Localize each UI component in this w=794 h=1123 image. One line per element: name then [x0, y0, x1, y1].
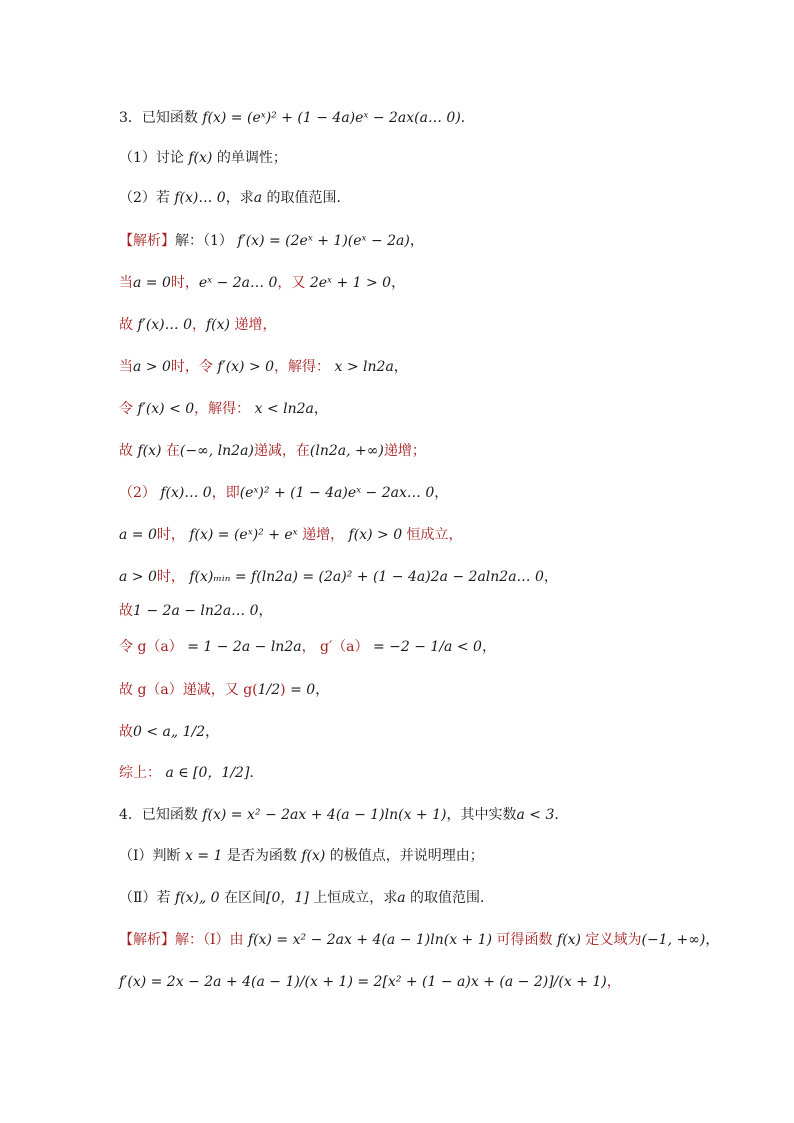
math-expression: x < ln2a [250, 401, 314, 417]
math-expression: f(x) = (eˣ)² + (1 − 4a)eˣ − 2ax(a… 0) [202, 110, 461, 126]
text-segment: 可得函数 [492, 932, 558, 948]
text-segment: ， [205, 724, 220, 740]
math-expression: = −2 − 1/a < 0 [368, 639, 482, 655]
text-segment: ， [258, 603, 273, 619]
text-segment: ， [409, 233, 424, 249]
text-line [119, 108, 475, 128]
math-expression: f(x)… 0 [160, 485, 212, 501]
math-expression: eˣ − 2a… 0 [198, 275, 278, 291]
math-expression: f(x) [188, 150, 213, 166]
math-expression: f′(x) = 2x − 2a + 4(a − 1)/(x + 1) = 2[x² + (1 − a)x + (a − 2)]/(x + 1) [119, 974, 607, 990]
math-expression: f′(x) > 0 [217, 359, 275, 375]
text-segment: ． [554, 807, 569, 823]
math-expression: x = 1 [184, 848, 223, 864]
text-segment: 在区间 [219, 890, 267, 906]
math-expression: f(x) [301, 848, 326, 864]
text-segment: 上恒成立，求 [308, 890, 398, 906]
text-segment: 令 [119, 401, 138, 417]
text-segment: ， [606, 974, 621, 990]
text-segment: 4．已知函数 [119, 807, 203, 823]
text-segment: （1）讨论 [119, 150, 189, 166]
text-segment: ． [249, 765, 264, 781]
math-expression: f′(x) < 0 [137, 401, 195, 417]
text-segment: ， [393, 359, 408, 375]
math-expression: 2eˣ + 1 > 0 [305, 275, 392, 291]
text-segment: 定义域为 [581, 932, 642, 948]
text-segment: 故 [119, 724, 133, 740]
math-expression: x > ln2a [330, 359, 394, 375]
math-expression: f(x)… 0 [174, 190, 226, 206]
text-segment: （2）若 [119, 190, 175, 206]
text-segment: 时， [170, 275, 199, 291]
text-line [119, 315, 276, 335]
math-expression: f(x) = x² − 2ax + 4(a − 1)ln(x + 1) [202, 807, 447, 823]
text-segment: 时， [156, 569, 185, 585]
text-segment: ，解得： [274, 359, 331, 375]
text-line [119, 273, 405, 293]
math-expression: f(x) [206, 317, 231, 333]
text-line [119, 525, 463, 545]
text-line [119, 148, 287, 168]
text-line [119, 441, 426, 461]
math-expression: f(x) [557, 932, 582, 948]
text-segment: ， [315, 682, 330, 698]
text-segment: 的单调性； [212, 150, 287, 166]
text-segment: 解：（Ⅰ）由 [175, 932, 248, 948]
math-expression: [0，1] [266, 890, 309, 906]
text-segment: ． [460, 110, 475, 126]
text-segment: 3．已知函数 [119, 110, 203, 126]
text-segment: ，求 [225, 190, 254, 206]
text-segment: 当 [119, 359, 133, 375]
text-segment: 的取值范围． [405, 890, 495, 906]
text-segment: 综上： [119, 765, 161, 781]
text-line [119, 567, 558, 587]
math-expression: (−∞, ln2a) [179, 443, 254, 459]
text-segment: 恒成立， [402, 527, 463, 543]
text-line [119, 805, 568, 825]
text-segment: 递增； [383, 443, 426, 459]
text-segment: ， [192, 317, 206, 333]
text-segment: ， [313, 401, 328, 417]
text-segment: ，解得： [194, 401, 251, 417]
math-expression: f′(x)… 0 [137, 317, 192, 333]
math-expression: (ln2a, +∞) [309, 443, 384, 459]
text-segment: ， [543, 569, 558, 585]
text-segment: 的极值点，并说明理由； [325, 848, 484, 864]
text-line [119, 888, 494, 908]
math-expression: a = 0 [133, 275, 171, 291]
math-expression: (−1, +∞) [641, 932, 706, 948]
text-segment: 当 [119, 275, 133, 291]
text-segment: 递减，在 [253, 443, 310, 459]
text-segment: 故 [119, 443, 138, 459]
text-segment: 故 g（a）递减，又 g( [119, 682, 258, 698]
math-expression: f(x) > 0 [344, 527, 403, 543]
text-segment: 令 g（a） [119, 639, 183, 655]
math-expression: a < 3 [516, 807, 555, 823]
math-expression: 1 − 2a − ln2a… 0 [133, 603, 259, 619]
text-segment: （2） [119, 485, 161, 501]
math-expression: f′(x) = (2eˣ + 1)(eˣ − 2a) [237, 233, 410, 249]
math-expression: f(x) = x² − 2ax + 4(a − 1)ln(x + 1) [247, 932, 493, 948]
text-segment: 的取值范围． [262, 190, 351, 206]
math-expression: f(x) [137, 443, 162, 459]
text-line [119, 483, 448, 503]
text-line [119, 188, 351, 208]
text-line [119, 357, 408, 377]
text-segment: 故 [119, 603, 133, 619]
text-segment: 解：（1） [175, 233, 238, 249]
text-segment: 时，令 [170, 359, 218, 375]
text-segment: 递增， [297, 527, 345, 543]
text-line [119, 930, 719, 950]
math-expression: f(x) = (eˣ)² + eˣ [184, 527, 298, 543]
text-segment: 递增， [230, 317, 277, 333]
math-expression: (eˣ)² + (1 − 4a)eˣ − 2ax… 0 [239, 485, 435, 501]
math-expression: a > 0 [119, 569, 157, 585]
text-segment: 是否为函数 [222, 848, 302, 864]
text-segment: ，又 [277, 275, 306, 291]
text-line [119, 231, 424, 251]
text-line [119, 637, 496, 657]
text-segment: ) [280, 682, 286, 698]
math-expression: a > 0 [133, 359, 171, 375]
text-line [119, 972, 621, 992]
text-segment: 【解析】 [119, 932, 175, 948]
text-segment: 在 [161, 443, 180, 459]
text-line [119, 399, 328, 419]
text-segment: ， [391, 275, 406, 291]
text-segment: 【解析】 [119, 233, 175, 249]
math-expression: = 0 [285, 682, 316, 698]
text-line [119, 722, 219, 742]
math-expression: a [397, 890, 406, 906]
math-expression: f(x)ₘᵢₙ = f(ln2a) = (2a)² + (1 − 4a)2a − 2aln2a… 0 [184, 569, 544, 585]
text-segment: ， [434, 485, 449, 501]
text-segment: ，即 [211, 485, 240, 501]
text-line [119, 680, 329, 700]
text-segment: ， g′（a） [301, 639, 369, 655]
text-segment: 时， [156, 527, 185, 543]
text-line [119, 763, 263, 783]
text-segment: ， [481, 639, 496, 655]
math-expression: f(x)„ 0 [174, 890, 220, 906]
text-line [119, 846, 484, 866]
math-expression: 0 < a„ 1/2 [133, 724, 206, 740]
text-segment: ，其中实数 [446, 807, 517, 823]
math-expression: 1/2 [257, 682, 281, 698]
text-line [119, 601, 273, 621]
math-expression: a = 0 [119, 527, 157, 543]
text-segment: ， [705, 932, 720, 948]
text-segment: （Ⅰ）判断 [119, 848, 185, 864]
text-segment: 故 [119, 317, 138, 333]
math-expression: = 1 − 2a − ln2a [182, 639, 302, 655]
text-segment: （Ⅱ）若 [119, 890, 175, 906]
math-expression: a ∈ [0，1/2] [161, 765, 250, 781]
math-expression: a [253, 190, 263, 206]
